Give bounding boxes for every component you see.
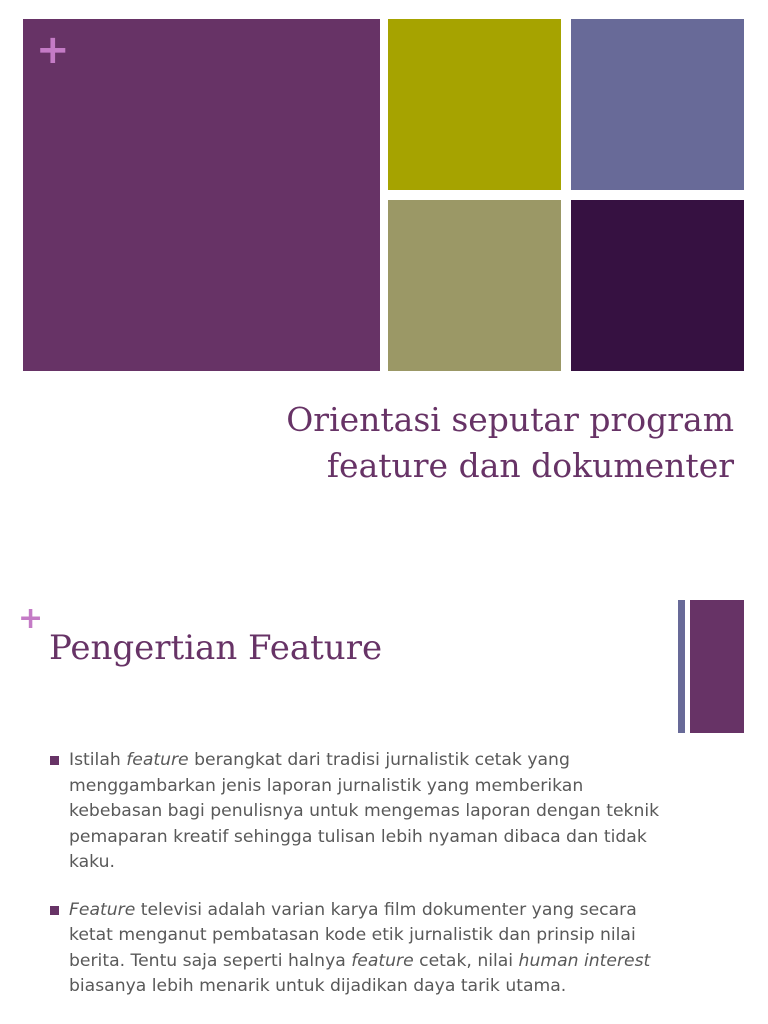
slide-heading: Pengertian Feature [49, 628, 383, 668]
bullet-item [49, 898, 669, 1000]
plus-icon: + [18, 601, 44, 636]
accent-bar-thin [678, 600, 685, 733]
bullet-item [49, 748, 669, 876]
slide-title-heading [214, 397, 734, 489]
bullet-text-segment: feature [351, 950, 414, 971]
bullet-list [49, 748, 669, 1022]
accent-bar-wide [690, 600, 744, 733]
slide-content [0, 576, 768, 1024]
bullet-text-segment: Istilah [69, 750, 127, 770]
tile-blue [571, 19, 744, 190]
bullet-square-icon [50, 906, 59, 915]
bullet-text-segment: human interest [518, 950, 651, 971]
title-line-2: feature dan dokumenter [326, 446, 734, 485]
tile-sage [388, 200, 561, 371]
tile-dark-purple [571, 200, 744, 371]
bullet-text-segment: feature [126, 750, 189, 770]
bullet-text-segment: Feature [69, 899, 136, 920]
title-line-1: Orientasi seputar program [286, 400, 734, 439]
plus-icon: + [36, 27, 70, 73]
bullet-text-segment: berangkat dari tradisi jurnalistik cetak yang menggambarkan jenis laporan jurnalistik yang memberikan kebebasan bagi penulisnya untuk mengemas laporan dengan teknik pemaparan kreatif sehingga tulisan lebih nyaman dibaca dan tidak kaku. [69, 750, 660, 872]
bullet-text-segment: biasanya lebih menarik untuk dijadikan daya tarik utama. [69, 976, 567, 996]
bullet-text-segment: cetak, nilai [413, 950, 519, 971]
tile-olive [388, 19, 561, 190]
bullet-text-segment: televisi adalah varian karya film dokumenter yang secara ketat menganut pembatasan kode etik jurnalistik dan prinsip nilai berita. Tentu saja seperti halnya [69, 899, 637, 971]
bullet-square-icon [50, 756, 59, 765]
tile-large-purple [23, 19, 380, 371]
